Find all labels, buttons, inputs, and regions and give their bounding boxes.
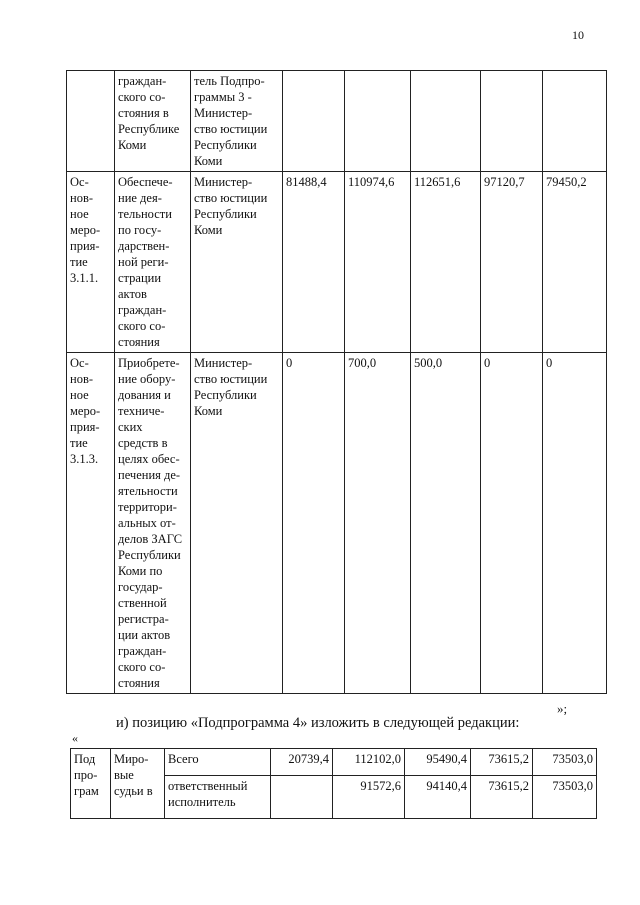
executor-cell: Министер- ство юстиции Республики Коми — [191, 353, 283, 694]
value-cell: 20739,4 — [271, 749, 333, 776]
closing-quote: »; — [557, 701, 568, 716]
table-row — [67, 353, 607, 694]
value-cell — [411, 71, 481, 172]
value-cell: 700,0 — [345, 353, 411, 694]
value-cell: 500,0 — [411, 353, 481, 694]
event-code-cell: Ос- нов- ное меро- прия- тие 3.1.1. — [67, 172, 115, 353]
value-cell: 94140,4 — [405, 776, 471, 819]
value-cell: 73503,0 — [533, 749, 597, 776]
event-code-cell — [67, 71, 115, 172]
value-cell: 91572,6 — [333, 776, 405, 819]
value-cell — [283, 71, 345, 172]
executor-cell: тель Подпро- граммы 3 - Министер- ство юстиции Республики Коми — [191, 71, 283, 172]
row-label-cell: Всего — [165, 749, 271, 776]
subprogram-3-table — [66, 70, 607, 694]
opening-quote: « — [72, 731, 78, 745]
value-cell: 112102,0 — [333, 749, 405, 776]
subprogram-4-table — [70, 748, 597, 819]
executor-cell: Министер- ство юстиции Республики Коми — [191, 172, 283, 353]
event-name-cell: Обеспече- ние дея- тельности по госу- дарствен- ной реги- страции актов граждан- ского со- стояния — [115, 172, 191, 353]
value-cell — [345, 71, 411, 172]
table-row — [71, 749, 597, 776]
table-row — [67, 71, 607, 172]
value-cell — [481, 71, 543, 172]
value-cell: 81488,4 — [283, 172, 345, 353]
event-name-cell: граждан- ского со- стояния в Республике Коми — [115, 71, 191, 172]
value-cell: 95490,4 — [405, 749, 471, 776]
value-cell: 0 — [283, 353, 345, 694]
instruction-text: и) позицию «Подпрограмма 4» изложить в следующей редакции: — [116, 715, 520, 731]
page-number: 10 — [572, 28, 584, 42]
value-cell: 0 — [481, 353, 543, 694]
subprogram-name-cell: Миро- вые судьи в — [111, 749, 165, 819]
table-row — [67, 172, 607, 353]
value-cell: 110974,6 — [345, 172, 411, 353]
value-cell: 73615,2 — [471, 776, 533, 819]
event-code-cell: Ос- нов- ное меро- прия- тие 3.1.3. — [67, 353, 115, 694]
value-cell: 79450,2 — [543, 172, 607, 353]
value-cell: 112651,6 — [411, 172, 481, 353]
event-name-cell: Приобрете- ние обору- дования и техниче- ских средств в целях обес- печения де- ятельности территори- альных от- делов ЗАГС Республики Коми по государ- ственной регистра- ции актов граждан- ского со- стояния — [115, 353, 191, 694]
value-cell: 0 — [543, 353, 607, 694]
value-cell — [271, 776, 333, 819]
row-label-cell: ответственный исполнитель — [165, 776, 271, 819]
value-cell: 97120,7 — [481, 172, 543, 353]
value-cell: 73615,2 — [471, 749, 533, 776]
value-cell — [543, 71, 607, 172]
value-cell: 73503,0 — [533, 776, 597, 819]
subprogram-label-cell: Под про- грам — [71, 749, 111, 819]
